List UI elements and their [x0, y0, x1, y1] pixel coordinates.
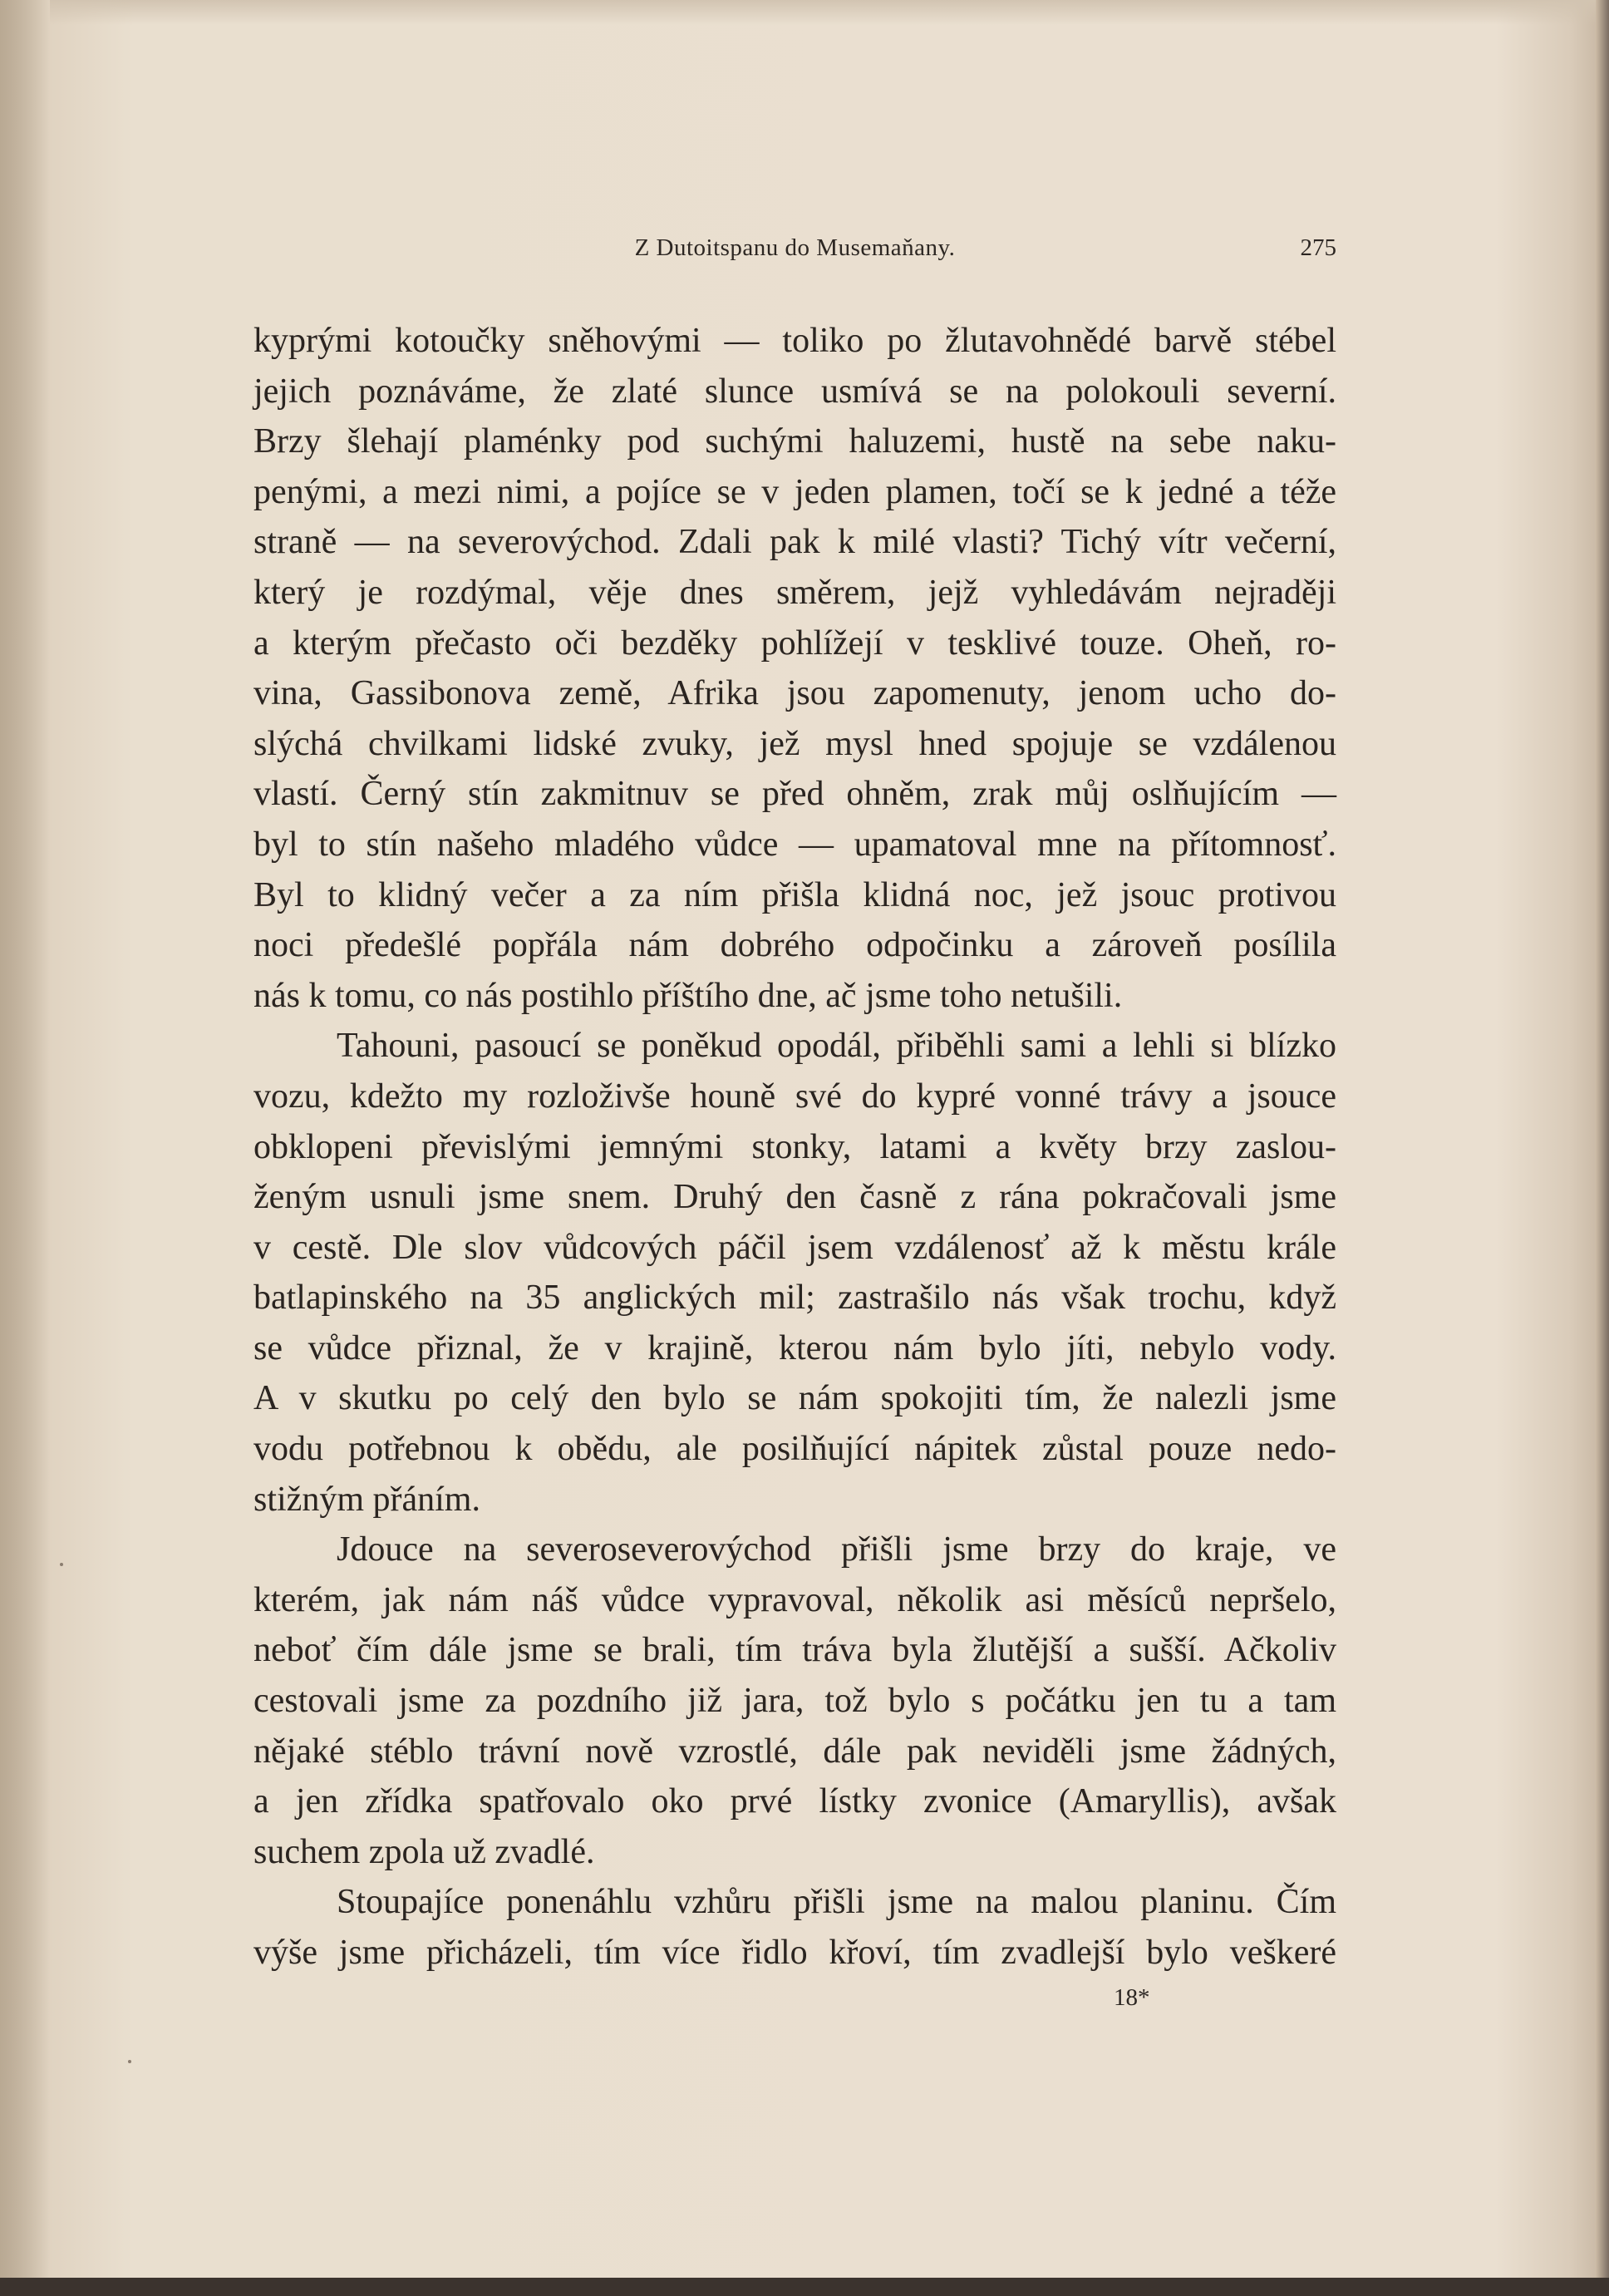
text-line: vina, Gassibonova země, Afrika jsou zapomenuty, jenom ucho do- — [253, 674, 1336, 713]
text-line: Brzy šlehají plaménky pod suchými haluzemi, hustě na sebe naku- — [253, 422, 1336, 461]
text-line: straně — na severovýchod. Zdali pak k milé vlasti? Tichý vítr večerní, — [253, 523, 1336, 562]
text-line: který je rozdýmal, věje dnes směrem, jejž vyhledávám nejraději — [253, 573, 1336, 612]
text-line: ženým usnuli jsme snem. Druhý den časně z rána pokračovali jsme — [253, 1178, 1336, 1217]
text-line: a jen zřídka spatřovalo oko prvé lístky zvonice (Amaryllis), avšak — [253, 1782, 1336, 1821]
text-line: cestovali jsme za pozdního již jara, tož bylo s počátku jen tu a tam — [253, 1682, 1336, 1721]
scan-bottom-border — [0, 2278, 1609, 2296]
text-line: vlastí. Černý stín zakmitnuv se před ohněm, zrak můj oslňujícím — — [253, 775, 1336, 814]
text-line: a kterým přečasto oči bezděky pohlížejí v tesklivé touze. Oheň, ro- — [253, 623, 1336, 663]
body-text — [253, 316, 1336, 1978]
binding-shadow — [0, 0, 50, 2296]
text-line: neboť čím dále jsme se brali, tím tráva byla žlutější a sušší. Ačkoliv — [253, 1631, 1336, 1670]
text-line: v cestě. Dle slov vůdcových páčil jsem vzdálenosť až k městu krále — [253, 1228, 1336, 1267]
running-header — [253, 231, 1336, 264]
text-line: A v skutku po celý den bylo se nám spokojiti tím, že nalezli jsme — [253, 1379, 1336, 1418]
text-line: kterém, jak nám náš vůdce vypravoval, několik asi měsíců nepršelo, — [253, 1580, 1336, 1619]
paper-speck — [60, 1563, 63, 1566]
paragraph — [253, 316, 1336, 1021]
text-line: batlapinského na 35 anglických mil; zastrašilo nás však trochu, když — [253, 1279, 1336, 1318]
text-line: kyprými kotoučky sněhovými — toliko po žlutavohnědé barvě stébel — [253, 322, 1336, 360]
page-top-edge — [50, 0, 1609, 25]
signature-mark: 18* — [1114, 1984, 1150, 2011]
page-number: 275 — [1300, 234, 1336, 261]
paragraph — [253, 1525, 1336, 1877]
text-line: Jdouce na severoseverovýchod přišli jsme brzy do kraje, ve — [337, 1530, 1336, 1569]
text-line: Byl to klidný večer a za ním přišla klidná noc, jež jsouc protivou — [253, 875, 1336, 914]
text-line: obklopeni převislými jemnými stonky, latami a květy brzy zaslou- — [253, 1127, 1336, 1166]
text-line: se vůdce přiznal, že v krajině, kterou nám bylo jíti, nebylo vody. — [253, 1328, 1336, 1367]
text-line: penými, a mezi nimi, a pojíce se v jeden plamen, točí se k jedné a téže — [253, 472, 1336, 511]
text-line: vodu potřebnou k obědu, ale posilňující nápitek zůstal pouze nedo- — [253, 1430, 1336, 1469]
text-line: slýchá chvilkami lidské zvuky, jež mysl hned spojuje se vzdálenou — [253, 724, 1336, 763]
text-line: nějaké stéblo trávní nově vzrostlé, dále pak neviděli jsme žádných, — [253, 1732, 1336, 1771]
text-line: Tahouni, pasoucí se poněkud opodál, přiběhli sami a lehli si blízko — [337, 1027, 1336, 1066]
text-line: byl to stín našeho mladého vůdce — upamatoval mne na přítomnosť. — [253, 825, 1336, 864]
text-line: nás k tomu, co nás postihlo příštího dne, ač jsme toho netušili. — [253, 976, 1123, 1015]
text-line: výše jsme přicházeli, tím více řidlo křoví, tím zvadlejší bylo veškeré — [253, 1934, 1336, 1972]
paper-speck — [128, 2060, 131, 2063]
text-line: noci předešlé popřála nám dobrého odpočinku a zároveň posílila — [253, 926, 1336, 965]
text-line: vozu, kdežto my rozloživše houně své do kypré vonné trávy a jsouce — [253, 1077, 1336, 1116]
text-line: stižným přáním. — [253, 1480, 480, 1519]
text-line: jejich poznáváme, že zlaté slunce usmívá se na polokouli severní. — [253, 372, 1336, 411]
text-line: Stoupajíce ponenáhlu vzhůru přišli jsme na malou planinu. Čím — [337, 1883, 1336, 1922]
text-line: suchem zpola už zvadlé. — [253, 1832, 595, 1871]
page-right-edge — [1596, 0, 1609, 2278]
paragraph — [253, 1877, 1336, 1978]
running-title: Z Dutoitspanu do Musemaňany. — [634, 234, 956, 261]
paragraph — [253, 1021, 1336, 1525]
